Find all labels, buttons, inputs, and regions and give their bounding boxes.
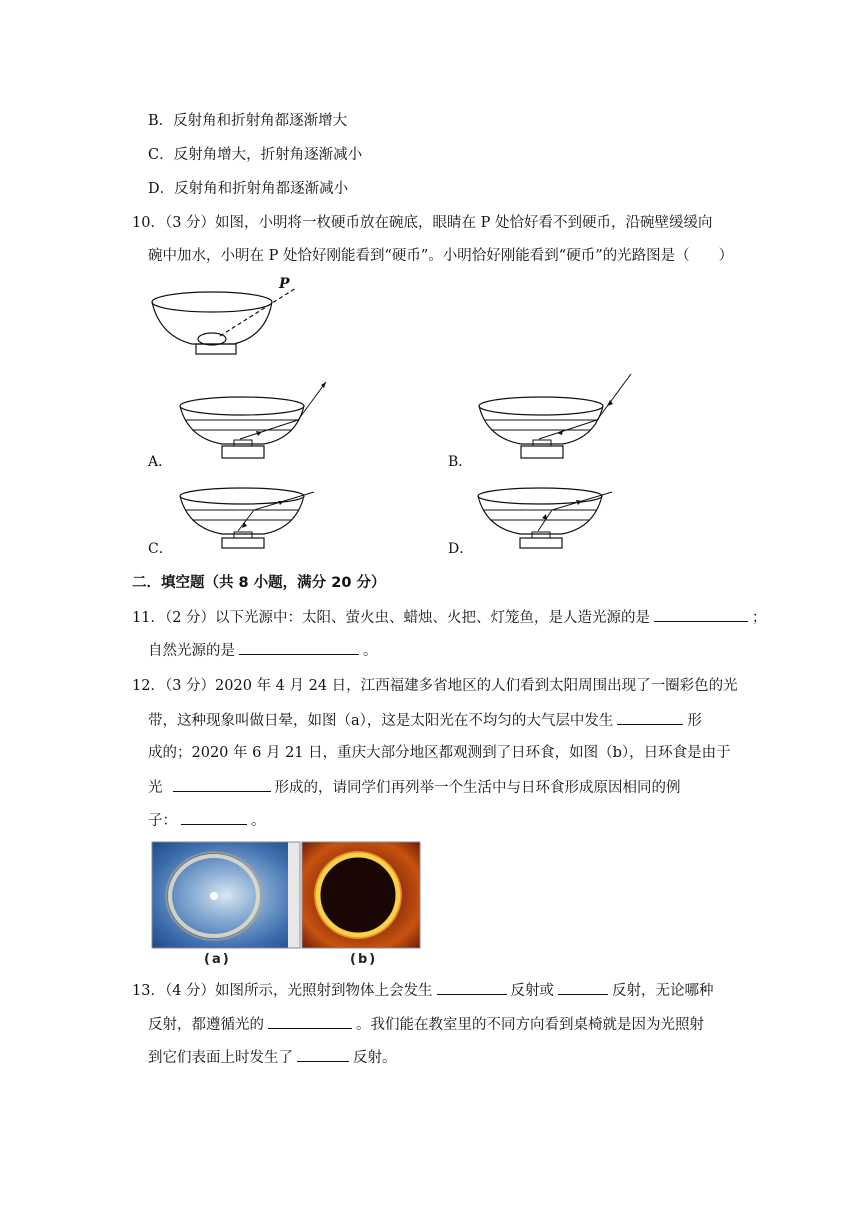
solar-halo-photo xyxy=(152,842,300,948)
q9-option-c: C．反射角增大，折射角逐渐减小 xyxy=(148,147,363,163)
q11-blank-artificial[interactable] xyxy=(654,607,748,622)
q12-blank-1[interactable] xyxy=(617,710,683,725)
option-b-label: B． xyxy=(448,454,473,470)
q10-text-line2: 碗中加水，小明在 P 处恰好刚能看到“硬币”。小明恰好刚能看到“硬币”的光路图是（ ） xyxy=(148,248,734,264)
q9-option-d: D．反射角和折射角都逐渐减小 xyxy=(148,181,349,197)
annular-eclipse-photo xyxy=(302,842,420,948)
q13-line1 xyxy=(132,980,714,1001)
q13-line3 xyxy=(148,1047,397,1068)
option-b-figure xyxy=(475,370,645,464)
q11-line2 xyxy=(148,640,378,661)
q12-text5-end: 。 xyxy=(251,813,266,829)
q11-sep: ； xyxy=(752,610,767,626)
option-d-label: D． xyxy=(448,541,474,557)
q13-text1-mid: 反射或 xyxy=(510,983,555,999)
q13-blank-4[interactable] xyxy=(297,1047,349,1062)
q12-text2: 带，这种现象叫做日晕，如图（a），这是太阳光在不均匀的大气层中发生 xyxy=(148,713,614,729)
q12-blank-3[interactable] xyxy=(181,810,247,825)
q13-blank-3[interactable] xyxy=(268,1014,352,1029)
q13-text1: 13．（4 分）如图所示，光照射到物体上会发生 xyxy=(132,983,433,999)
photo-caption-b: (b) xyxy=(350,952,378,967)
option-c-figure xyxy=(178,484,338,554)
option-a-label: A． xyxy=(148,454,173,470)
q13-blank-2[interactable] xyxy=(558,980,608,995)
q13-text1-end: 反射，无论哪种 xyxy=(612,983,714,999)
option-a-figure xyxy=(178,376,338,464)
q12-line4 xyxy=(148,777,681,798)
q13-text3: 到它们表面上时发生了 xyxy=(148,1050,293,1066)
q12-line2 xyxy=(148,710,702,731)
q9-option-b: B．反射角和折射角都逐渐增大 xyxy=(148,113,348,129)
q13-text2-end: 。我们能在教室里的不同方向看到桌椅就是因为光照射 xyxy=(356,1017,704,1033)
point-p-label: P xyxy=(279,276,290,292)
q12-text4-end: 形成的，请同学们再列举一个生活中与日环食形成原因相同的例 xyxy=(274,780,681,796)
q12-line1: 12．（3 分）2020 年 4 月 24 日，江西福建多省地区的人们看到太阳周围出现了一圈彩色的光 xyxy=(132,678,738,694)
q10-text-line1: 10．（3 分）如图，小明将一枚硬币放在碗底，眼睛在 P 处恰好看不到硬币，沿碗壁缓缓向 xyxy=(132,215,713,231)
option-c-label: C． xyxy=(148,541,173,557)
q11-line1 xyxy=(132,607,767,628)
q13-line2 xyxy=(148,1014,704,1035)
option-d-figure xyxy=(476,484,636,554)
q12-text5: 子： xyxy=(148,813,177,829)
q12-line3: 成的；2020 年 6 月 21 日，重庆大部分地区都观测到了日环食，如图（b），日环食是由于 xyxy=(148,745,731,761)
section-heading: 二．填空题（共 8 小题，满分 20 分） xyxy=(132,575,386,591)
q12-text4-start: 光 xyxy=(148,780,163,796)
q13-text3-end: 反射。 xyxy=(353,1050,397,1066)
q12-text2-end: 形 xyxy=(687,713,702,729)
q11-end: 。 xyxy=(363,643,378,659)
q12-blank-2[interactable] xyxy=(173,777,271,792)
q12-line5 xyxy=(148,810,266,831)
q11-text: 11．（2 分）以下光源中：太阳、萤火虫、蜡烛、火把、灯笼鱼，是人造光源的是 xyxy=(132,610,651,626)
q11-blank-natural[interactable] xyxy=(239,640,359,655)
photo-caption-a: (a) xyxy=(204,952,231,967)
q13-text2: 反射，都遵循光的 xyxy=(148,1017,264,1033)
q13-blank-1[interactable] xyxy=(437,980,507,995)
q11-text2: 自然光源的是 xyxy=(148,643,235,659)
